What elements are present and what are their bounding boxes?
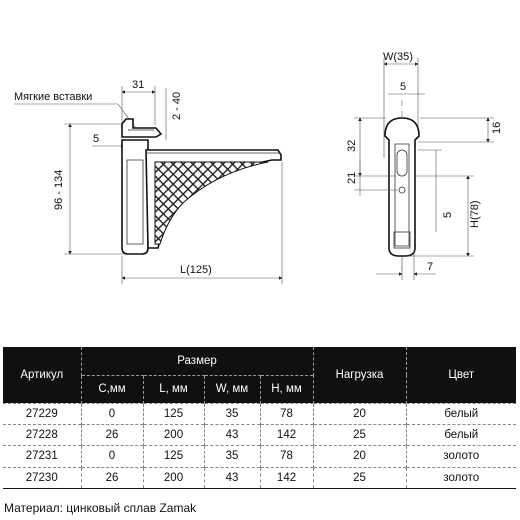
header-color: Цвет (406, 347, 516, 403)
cell-load: 25 (313, 467, 406, 488)
header-l: L, мм (143, 375, 204, 403)
dim-h-text: H(78) (469, 200, 481, 228)
dim-5-text: 5 (442, 211, 454, 218)
cell-l: 200 (143, 424, 204, 445)
cell-w: 35 (204, 446, 260, 467)
header-load: Нагрузка (313, 347, 406, 403)
cell-load: 20 (313, 446, 406, 467)
material-note: Материал: цинковый сплав Zamak (4, 501, 197, 515)
spec-table (3, 347, 516, 489)
cell-w: 43 (204, 424, 260, 445)
front-view (346, 51, 503, 280)
dim-31-text: 31 (132, 79, 145, 91)
cell-article: 27228 (3, 424, 81, 445)
dim-32-text: 32 (346, 139, 358, 152)
dim-7-text: 7 (427, 261, 434, 273)
cell-article: 27230 (3, 467, 81, 488)
cell-color: золото (406, 446, 516, 467)
table-row (3, 446, 516, 467)
table-row (3, 467, 516, 488)
header-w: W, мм (204, 375, 260, 403)
dim-length-text: L(125) (180, 264, 212, 276)
cell-w: 35 (204, 403, 260, 424)
header-article: Артикул (20, 368, 64, 381)
cell-article: 27229 (3, 403, 81, 424)
dim-height-text: 96 - 134 (53, 169, 65, 210)
dim-16-text: 16 (491, 121, 503, 134)
side-view (14, 79, 282, 284)
table-row (3, 424, 516, 445)
cell-color: золото (406, 467, 516, 488)
cell-h: 142 (260, 467, 313, 488)
dim-c-text: 5 (93, 133, 100, 145)
cell-load: 25 (313, 424, 406, 445)
cell-w: 43 (204, 467, 260, 488)
lattice-panel (155, 162, 268, 244)
header-c: C,мм (81, 375, 143, 403)
cell-article: 27231 (3, 446, 81, 467)
dim-width-text: W(35) (383, 51, 413, 63)
soft-insert-label: Мягкие вставки (14, 91, 93, 103)
dim-clamp-text: 2 - 40 (171, 91, 183, 120)
cell-load: 20 (313, 403, 406, 424)
header-size: Размер (81, 347, 313, 375)
cell-l: 125 (143, 446, 204, 467)
header-h: H, мм (260, 375, 313, 403)
cell-l: 200 (143, 467, 204, 488)
dim-21-text: 21 (346, 171, 358, 184)
header-row-top (3, 347, 516, 375)
cell-color: белый (406, 424, 516, 445)
cell-c: 26 (81, 467, 143, 488)
cell-l: 125 (143, 403, 204, 424)
cell-h: 78 (260, 403, 313, 424)
dim-inner-text: 5 (400, 81, 407, 93)
table-row (3, 403, 516, 424)
cell-color: белый (406, 403, 516, 424)
cell-c: 0 (81, 446, 143, 467)
cell-c: 26 (81, 424, 143, 445)
bracket-body (122, 140, 148, 254)
cell-h: 78 (260, 446, 313, 467)
cell-c: 0 (81, 403, 143, 424)
cell-h: 142 (260, 424, 313, 445)
